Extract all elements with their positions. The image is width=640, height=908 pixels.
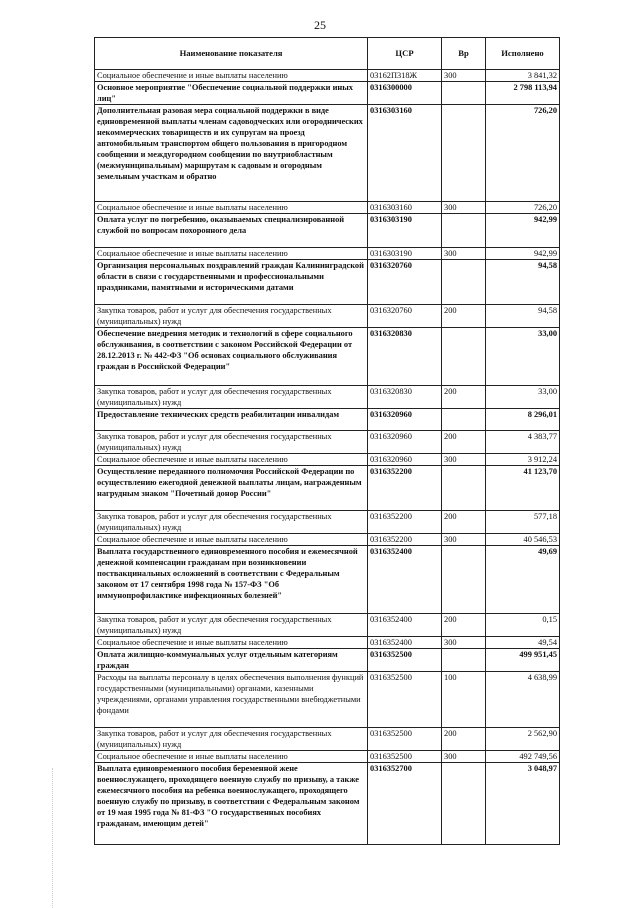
- row-vr-cell: [442, 763, 486, 845]
- row-amount-cell: 4 383,77: [486, 431, 560, 454]
- row-vr-cell: 200: [442, 305, 486, 328]
- row-name-cell: Оплата жилищно-коммунальных услуг отдельным категориям граждан: [95, 649, 368, 672]
- row-amount-cell: 726,20: [486, 202, 560, 214]
- row-name-cell: Закупка товаров, работ и услуг для обеспечения государственных (муниципальных) нужд: [95, 728, 368, 751]
- row-vr-cell: [442, 649, 486, 672]
- row-csr-cell: 0316352500: [368, 751, 442, 763]
- row-name-cell: Социальное обеспечение и иные выплаты населению: [95, 637, 368, 649]
- row-vr-cell: 200: [442, 511, 486, 534]
- row-csr-cell: 0316352400: [368, 614, 442, 637]
- row-vr-cell: 200: [442, 431, 486, 454]
- table-row: [95, 305, 560, 328]
- margin-mark: [52, 768, 54, 908]
- row-vr-cell: [442, 105, 486, 202]
- row-name-cell: Выплата государственного единовременного пособия и ежемесячной денежной компенсации гражданам при возникновении поствакцинальных осложнений в соответствии с Федеральным законом от 17 сентября 1998 года № 157-ФЗ "Об иммунопрофилактике инфекционных болезней": [95, 546, 368, 614]
- table-row: [95, 454, 560, 466]
- row-vr-cell: 300: [442, 637, 486, 649]
- row-name-cell: Закупка товаров, работ и услуг для обеспечения государственных (муниципальных) нужд: [95, 614, 368, 637]
- row-csr-cell: 0316352200: [368, 466, 442, 511]
- row-name-cell: Социальное обеспечение и иные выплаты населению: [95, 534, 368, 546]
- table-row: [95, 328, 560, 386]
- table-row: [95, 386, 560, 409]
- table-row: [95, 614, 560, 637]
- row-name-cell: Предоставление технических средств реабилитации инвалидам: [95, 409, 368, 431]
- table-row: [95, 763, 560, 845]
- row-name-cell: Закупка товаров, работ и услуг для обеспечения государственных (муниципальных) нужд: [95, 305, 368, 328]
- row-csr-cell: 0316320960: [368, 454, 442, 466]
- row-name-cell: Закупка товаров, работ и услуг для обеспечения государственных (муниципальных) нужд: [95, 511, 368, 534]
- header-vr: Вр: [442, 38, 486, 70]
- row-name-cell: Осуществление переданного полномочия Российской Федерации по осуществлению ежегодной денежной выплаты лицам, награжденным нагрудным знаком "Почетный донор России": [95, 466, 368, 511]
- row-amount-cell: 3 912,24: [486, 454, 560, 466]
- row-vr-cell: 300: [442, 534, 486, 546]
- row-csr-cell: 0316320830: [368, 386, 442, 409]
- row-amount-cell: 94,58: [486, 260, 560, 305]
- row-csr-cell: 0316303190: [368, 214, 442, 248]
- row-csr-cell: 0316303160: [368, 105, 442, 202]
- row-amount-cell: 726,20: [486, 105, 560, 202]
- row-name-cell: Расходы на выплаты персоналу в целях обеспечения выполнения функций государственными (муниципальными) органами, казенными учреждениями, органами управления государственными внебюджетными фондами: [95, 672, 368, 728]
- table-row: [95, 649, 560, 672]
- row-csr-cell: 0316320960: [368, 431, 442, 454]
- table-row: [95, 82, 560, 105]
- table-row: [95, 728, 560, 751]
- table-header-row: [95, 38, 560, 70]
- table-body: [95, 70, 560, 845]
- table-row: [95, 202, 560, 214]
- page-number: 25: [314, 18, 326, 32]
- row-amount-cell: 49,54: [486, 637, 560, 649]
- row-name-cell: Социальное обеспечение и иные выплаты населению: [95, 751, 368, 763]
- table-row: [95, 546, 560, 614]
- row-name-cell: Социальное обеспечение и иные выплаты населению: [95, 70, 368, 82]
- row-amount-cell: 492 749,56: [486, 751, 560, 763]
- row-csr-cell: 0316300000: [368, 82, 442, 105]
- row-amount-cell: 41 123,70: [486, 466, 560, 511]
- row-vr-cell: [442, 260, 486, 305]
- row-vr-cell: [442, 466, 486, 511]
- row-vr-cell: 200: [442, 386, 486, 409]
- row-name-cell: Социальное обеспечение и иные выплаты населению: [95, 248, 368, 260]
- row-amount-cell: 2 562,90: [486, 728, 560, 751]
- row-amount-cell: 33,00: [486, 328, 560, 386]
- row-amount-cell: 942,99: [486, 214, 560, 248]
- row-amount-cell: 942,99: [486, 248, 560, 260]
- row-amount-cell: 40 546,53: [486, 534, 560, 546]
- table-row: [95, 466, 560, 511]
- row-csr-cell: 0316303160: [368, 202, 442, 214]
- row-amount-cell: 3 841,32: [486, 70, 560, 82]
- row-csr-cell: 0316352500: [368, 728, 442, 751]
- table-row: [95, 672, 560, 728]
- row-name-cell: Дополнительная разовая мера социальной поддержки в виде единовременной выплаты членам садоводческих или огороднических некоммерческих товариществ и их супругам на проезд автомобильным транспортом общего пользования в пригородном сообщении и междугородном сообщении по внутриобластным (межмуниципальным) маршрутам к садовым и огородным земельным участкам и обратно: [95, 105, 368, 202]
- row-amount-cell: 8 296,01: [486, 409, 560, 431]
- table-row: [95, 637, 560, 649]
- header-name: Наименование показателя: [95, 38, 368, 70]
- row-amount-cell: 0,15: [486, 614, 560, 637]
- row-amount-cell: 499 951,45: [486, 649, 560, 672]
- row-vr-cell: 300: [442, 248, 486, 260]
- row-csr-cell: 0316320830: [368, 328, 442, 386]
- row-amount-cell: 33,00: [486, 386, 560, 409]
- table-row: [95, 248, 560, 260]
- row-name-cell: Обеспечение внедрения методик и технологий в сфере социального обслуживания, в соответствии с законом Российской Федерации от 28.12.2013 г. № 442-ФЗ "Об основах социального обслуживания граждан в Российской Федерации": [95, 328, 368, 386]
- table-row: [95, 534, 560, 546]
- table-row: [95, 431, 560, 454]
- row-name-cell: Закупка товаров, работ и услуг для обеспечения государственных (муниципальных) нужд: [95, 386, 368, 409]
- row-vr-cell: [442, 546, 486, 614]
- row-csr-cell: 0316352700: [368, 763, 442, 845]
- row-csr-cell: 0316352400: [368, 546, 442, 614]
- row-vr-cell: 300: [442, 751, 486, 763]
- row-csr-cell: 03162П318Ж: [368, 70, 442, 82]
- row-vr-cell: 200: [442, 614, 486, 637]
- table-row: [95, 214, 560, 248]
- row-vr-cell: 100: [442, 672, 486, 728]
- row-csr-cell: 0316303190: [368, 248, 442, 260]
- row-csr-cell: 0316352200: [368, 511, 442, 534]
- expenditure-table: [94, 37, 560, 845]
- row-csr-cell: 0316352200: [368, 534, 442, 546]
- row-csr-cell: 0316320760: [368, 260, 442, 305]
- row-vr-cell: 200: [442, 728, 486, 751]
- header-executed: Исполнено: [486, 38, 560, 70]
- row-vr-cell: [442, 214, 486, 248]
- row-name-cell: Оплата услуг по погребению, оказываемых специализированной службой по вопросам похоронного дела: [95, 214, 368, 248]
- table-row: [95, 511, 560, 534]
- table-row: [95, 105, 560, 202]
- row-vr-cell: 300: [442, 70, 486, 82]
- row-amount-cell: 94,58: [486, 305, 560, 328]
- row-csr-cell: 0316352400: [368, 637, 442, 649]
- row-csr-cell: 0316352500: [368, 672, 442, 728]
- row-amount-cell: 3 048,97: [486, 763, 560, 845]
- table-row: [95, 70, 560, 82]
- row-vr-cell: 300: [442, 202, 486, 214]
- row-vr-cell: 300: [442, 454, 486, 466]
- row-name-cell: Основное мероприятие "Обеспечение социальной поддержки иных лиц": [95, 82, 368, 105]
- row-amount-cell: 49,69: [486, 546, 560, 614]
- row-amount-cell: 2 798 113,94: [486, 82, 560, 105]
- table-row: [95, 751, 560, 763]
- table-row: [95, 409, 560, 431]
- row-csr-cell: 0316320960: [368, 409, 442, 431]
- header-csr: ЦСР: [368, 38, 442, 70]
- row-amount-cell: 4 638,99: [486, 672, 560, 728]
- row-csr-cell: 0316352500: [368, 649, 442, 672]
- row-vr-cell: [442, 328, 486, 386]
- row-amount-cell: 577,18: [486, 511, 560, 534]
- row-vr-cell: [442, 409, 486, 431]
- row-name-cell: Социальное обеспечение и иные выплаты населению: [95, 454, 368, 466]
- row-name-cell: Социальное обеспечение и иные выплаты населению: [95, 202, 368, 214]
- row-csr-cell: 0316320760: [368, 305, 442, 328]
- row-name-cell: Закупка товаров, работ и услуг для обеспечения государственных (муниципальных) нужд: [95, 431, 368, 454]
- row-vr-cell: [442, 82, 486, 105]
- row-name-cell: Организация персональных поздравлений граждан Калининградской области в связи с государственными и профессиональными праздниками, памятными и историческими датами: [95, 260, 368, 305]
- table-row: [95, 260, 560, 305]
- row-name-cell: Выплата единовременного пособия беременной жене военнослужащего, проходящего военную службу по призыву, а также ежемесячного пособия на ребенка военнослужащего, проходящего военную службу по призыву, в соответствии с Федеральным законом от 19 мая 1995 года № 81-ФЗ "О государственных пособиях гражданам, имеющим детей": [95, 763, 368, 845]
